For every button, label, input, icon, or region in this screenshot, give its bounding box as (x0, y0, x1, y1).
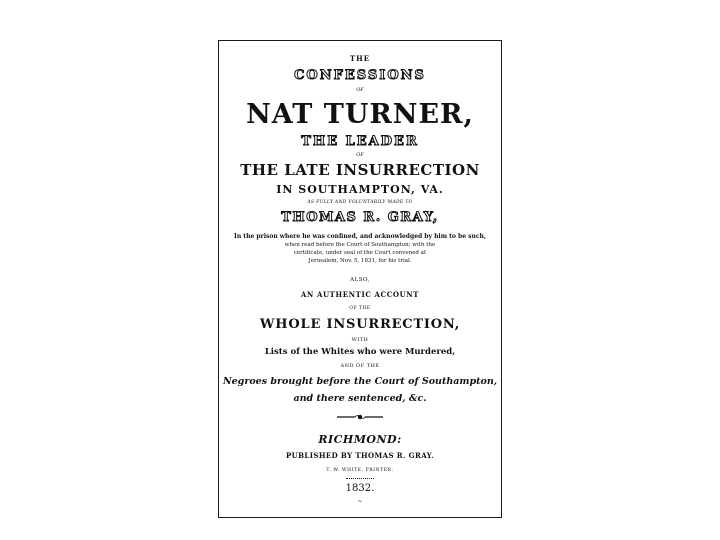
publication-year: 1832. (345, 483, 375, 494)
sentenced-line: and there sentenced, &c. (293, 393, 427, 404)
heading-the-leader: THE LEADER (301, 134, 419, 149)
heading-confessions: CONFESSIONS (294, 68, 426, 83)
with-label: WITH (351, 337, 369, 343)
of-the-1: OF THE (349, 306, 371, 311)
negroes-line: Negroes brought before the Court of Southampton, (222, 376, 498, 387)
prison-line-1: In the prison where he was confined, and acknowledged by him to be such, (234, 233, 486, 240)
heading-southampton: IN SOUTHAMPTON, VA. (276, 183, 444, 196)
published-by: PUBLISHED BY THOMAS R. GRAY. (285, 451, 435, 460)
lists-of-whites: Lists of the Whites who were Murdered, (264, 347, 456, 357)
heading-the: THE (349, 54, 371, 63)
also-label: ALSO, (350, 277, 370, 283)
prison-line-2: when read before the Court of Southampton; with the (284, 242, 436, 248)
prison-line-4: Jerusalem, Nov. 5, 1831, for his trial. (308, 258, 412, 264)
heading-of-2: OF (356, 152, 364, 158)
heading-whole-insurrection: WHOLE INSURRECTION, (259, 317, 461, 332)
title-page (218, 40, 502, 518)
authentic-account: AN AUTHENTIC ACCOUNT (300, 290, 420, 299)
as-fully-made-to: AS FULLY AND VOLUNTARILY MADE TO (307, 200, 413, 205)
ornament-rule (335, 413, 385, 421)
heading-of-1: OF (356, 87, 364, 93)
printer-line: T. W. WHITE, PRINTER. (326, 468, 394, 473)
heading-richmond: RICHMOND: (318, 433, 402, 446)
prison-line-3: certificate, under seal of the Court convened at (293, 250, 427, 256)
heading-late-insurrection: THE LATE INSURRECTION (240, 161, 480, 179)
divider-dotted (346, 478, 374, 479)
mark-glyph: ~ (357, 498, 363, 505)
heading-nat-turner: NAT TURNER, (246, 99, 474, 130)
heading-thomas-gray: THOMAS R. GRAY, (281, 210, 439, 225)
and-of-the: AND OF THE (340, 363, 380, 369)
